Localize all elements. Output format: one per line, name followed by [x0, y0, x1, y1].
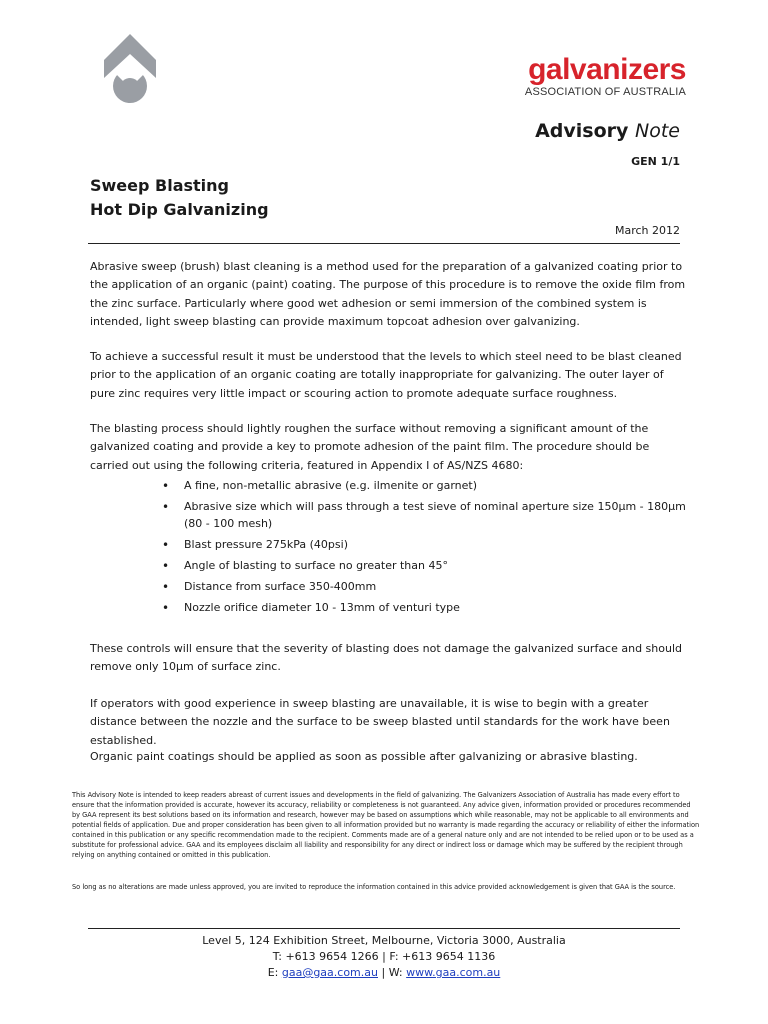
bullet-icon: • — [162, 500, 170, 514]
list-item — [162, 579, 702, 596]
paragraph-coatings: Organic paint coatings should be applied as soon as possible after galvanizing or abrasive blasting. — [90, 750, 638, 763]
criteria-text: Abrasive size which will pass through a test sieve of nominal aperture size 150µm - 180µm — [184, 500, 686, 513]
document-date: March 2012 — [614, 224, 680, 237]
footer-phone: T: +613 9654 1266 | F: +613 9654 1136 — [272, 950, 496, 963]
footer — [0, 933, 768, 981]
advisory-label: Advisory — [535, 120, 629, 142]
document-title — [90, 174, 269, 222]
web-prefix: | W: — [378, 966, 407, 979]
criteria-text: Nozzle orifice diameter 10 - 13mm of venturi type — [184, 600, 460, 614]
list-item — [162, 537, 702, 554]
footer-divider — [88, 928, 680, 929]
paragraph-intro: Abrasive sweep (brush) blast cleaning is a method used for the preparation of a galvanized coating prior to the application of an organic (paint) coating. The purpose of this procedure is to remove the oxide film from the zinc surface. Particularly where good wet adhesion or semi immersion of the combined system is intended, light sweep blasting can provide maximum topcoat adhesion over galvanizing. — [90, 260, 686, 329]
reproduction-notice: So long as no alterations are made unless approved, you are invited to reproduce the information contained in this advice provided acknowledgement is given that GAA is the source. — [72, 883, 676, 891]
criteria-list — [162, 478, 702, 616]
bullet-icon: • — [162, 558, 170, 573]
title-line-2: Hot Dip Galvanizing — [90, 200, 269, 219]
list-item — [162, 558, 702, 575]
advisory-note-heading — [535, 120, 680, 142]
brand-subtitle: ASSOCIATION OF AUSTRALIA — [524, 86, 686, 98]
brand-name: galvanizers — [528, 53, 686, 86]
criteria-text: Blast pressure 275kPa (40psi) — [184, 537, 348, 551]
note-code: GEN 1/1 — [631, 155, 680, 168]
bullet-icon: • — [162, 537, 170, 552]
email-link[interactable]: gaa@gaa.com.au — [281, 966, 378, 979]
footer-contact — [0, 965, 768, 981]
bullet-icon: • — [162, 479, 170, 493]
email-prefix: E: — [267, 966, 282, 979]
note-label: Note — [635, 120, 680, 142]
paragraph-operators: If operators with good experience in sweep blasting are unavailable, it is wise to begin with a greater distance between the nozzle and the surface to be sweep blasted until standards for the work have been established. — [90, 697, 670, 747]
criteria-text: A fine, non-metallic abrasive (e.g. ilmenite or garnet) — [184, 479, 477, 492]
bullet-icon: • — [162, 579, 170, 594]
paragraph-process: The blasting process should lightly roughen the surface without removing a significant amount of the galvanized coating and provide a key to promote adhesion of the paint film. The procedure should be carried out using the following criteria, featured in Appendix I of AS/NZS 4680: — [90, 422, 650, 472]
title-line-1: Sweep Blasting — [90, 176, 230, 195]
criteria-text: Distance from surface 350-400mm — [184, 579, 377, 593]
disclaimer-text: This Advisory Note is intended to keep readers abreast of current issues and developments in the field of galvanizing. The Galvanizers Association of Australia has made every effort to ensure that the information provided is accurate, however its accuracy, reliability or completeness is not guaranteed. Any advice given, information provided or procedures recommended by GAA represent its best solutions based on its information and research, however may be based on assumptions which while reasonable, may not be applicable to all environments and potential fields of application. Due and proper consideration has been given to all information provided but no warranty is made regarding the accuracy or reliability of either the information contained in this publication or any specific recommendation made to the recipient. Comments made are of a general nature only and are not intended to be relied upon or to be used as a substitute for professional advice. GAA and its employees disclaim all liability and responsibility for any direct or indirect loss or damage which may be suffered by the recipient through relying on anything contained or omitted in this publication. — [72, 791, 700, 859]
list-item — [162, 499, 702, 532]
bullet-icon: • — [162, 600, 170, 615]
criteria-text: Angle of blasting to surface no greater than 45° — [184, 558, 448, 572]
paragraph-levels: To achieve a successful result it must be understood that the levels to which steel need to be blast cleaned prior to the application of an organic coating are totally inappropriate for galvanizing. The outer layer of pure zinc requires very little impact or scouring action to promote adequate surface roughness. — [90, 350, 682, 400]
list-item — [162, 478, 702, 495]
paragraph-controls: These controls will ensure that the severity of blasting does not damage the galvanized surface and should remove only 10µm of surface zinc. — [90, 642, 683, 674]
gaa-logo-icon — [100, 30, 160, 110]
criteria-subtext: (80 - 100 mesh) — [184, 516, 273, 530]
header-divider — [88, 243, 680, 244]
website-link[interactable]: www.gaa.com.au — [406, 966, 501, 979]
footer-address: Level 5, 124 Exhibition Street, Melbourne, Victoria 3000, Australia — [202, 934, 566, 947]
list-item — [162, 600, 702, 617]
